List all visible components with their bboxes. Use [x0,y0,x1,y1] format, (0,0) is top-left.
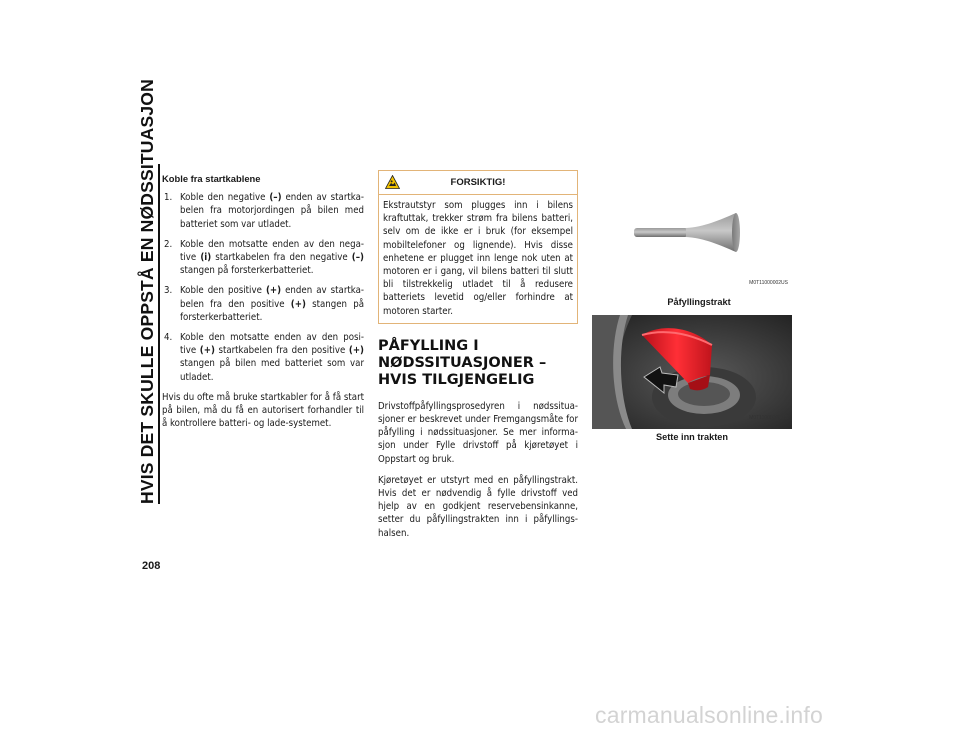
disconnect-steps [162,191,364,384]
caution-header [379,171,577,195]
step-item: 4. Koble den motsatte enden av den posi-tive (+) startkabelen fra den positive (+) stangen på bilen med batteriet som var utladet. [164,332,364,383]
funnel-figure [592,172,792,294]
funnel-figure-code: M0T11000002US [749,279,788,286]
step-item: 2. Koble den motsatte enden av den nega-tive (i) startkabelen fra den negative (–) stangen på forsterkerbatteriet. [164,238,364,277]
disconnect-section [162,172,364,430]
caution-label: FORSIKTIG! [450,177,506,188]
refuel-paragraph-1: Drivstoffpåfyllingsprosedyren i nødssitua-sjoner er beskrevet under Fremgangsmåte for påfylling i nødssituasjoner. Se mer informa-sjon under Fylle drivstoff på kjøretøyet i Oppstart og bruk. [378,400,578,465]
warning-triangle-icon [385,175,400,189]
disconnect-heading: Koble fra startkablene [162,173,261,184]
middle-column [378,170,578,548]
insert-caption: Sette inn trakten [656,432,728,443]
chapter-title: HVIS DET SKULLE OPPSTÅ EN NØDSSITUASJON [138,164,160,504]
caution-text: Ekstrautstyr som plugges inn i bilens kraftuttak, trekker strøm fra bilens batteri, selv om de ikke er i bruk (for eksempel mobiltelefoner og lignende). Hvis disse enhetene er plugget inn lenge nok uten at motoren er i gang, vil bilens batteri til slutt bli tilstrekkelig utladet til å redusere batteriets levetid og/eller forhindre at motoren starter. [383,200,573,317]
caution-box [378,170,578,324]
fuel-funnel-image [592,172,792,294]
step-item: 3. Koble den positive (+) enden av startka-belen fra den positive (+) stangen på forsterkerbatteriet. [164,285,364,323]
battery-note: Hvis du ofte må bruke startkabler for å få start på bilen, må du få en autorisert forhandler til å kontrollere batteri- og lade-systemet. [162,391,364,430]
refuel-paragraph-2: Kjøretøyet er utstyrt med en påfyllingstrakt. Hvis det er nødvendig å fylle drivstoff ved hjelp av en godkjent reservebensinkanne, setter du påfyllingstrakten inn i påfyllings-halsen. [378,474,578,539]
step-item: 1. Koble den negative (–) enden av startka-belen fra motorjordingen på bilen med batteriet som var utladet. [164,192,364,230]
figures-column [592,172,792,444]
refuel-section-title: PÅFYLLING I NØDSSITUASJONER – HVIS TILGJENGELIG [378,337,547,388]
insert-figure-code: M0T11000003US [749,415,788,421]
page-number: 208 [142,560,161,572]
funnel-caption: Påfyllingstrakt [667,297,731,307]
insert-funnel-figure [592,315,792,429]
watermark: carmanualsonline.info [595,702,823,728]
